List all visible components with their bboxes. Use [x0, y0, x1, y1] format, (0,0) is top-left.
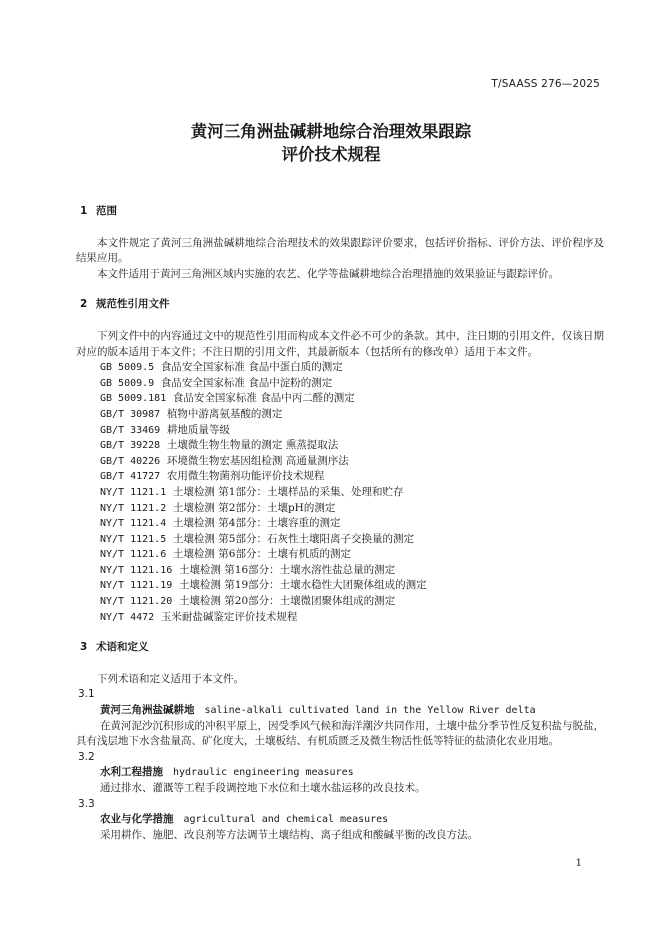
term-english: saline-alkali cultivated land in the Yellow River delta: [204, 705, 536, 717]
reference-item: [76, 485, 604, 501]
title-line-2: 评价技术规程: [281, 145, 381, 164]
reference-title: 食品安全国家标准 食品中丙二醛的测定: [172, 392, 355, 405]
reference-item: [76, 516, 604, 532]
reference-title: 土壤检测 第1部分：土壤样品的采集、处理和贮存: [172, 485, 404, 498]
document-body: [76, 204, 604, 843]
section-number: 1: [80, 205, 88, 217]
term-heading: [76, 812, 604, 828]
reference-item: [76, 594, 604, 610]
reference-title: 食品安全国家标准 食品中蛋白质的测定: [160, 361, 343, 374]
reference-item: [76, 532, 604, 548]
reference-item: [76, 547, 604, 563]
section-number: 3: [80, 641, 88, 654]
section-scope: [76, 204, 604, 282]
reference-code: NY/T 1121.1: [100, 486, 167, 498]
term-english: hydraulic engineering measures: [173, 767, 354, 779]
reference-title: 玉米耐盐碱鉴定评价技术规程: [160, 610, 298, 623]
reference-title: 土壤检测 第4部分：土壤容重的测定: [172, 517, 341, 530]
reference-code: GB/T 30987: [100, 408, 161, 420]
reference-title: 食品安全国家标准 食品中淀粉的测定: [160, 376, 333, 389]
reference-code: NY/T 1121.16: [100, 564, 173, 576]
reference-code: GB 5009.181: [100, 393, 167, 405]
reference-code: GB 5009.9: [100, 377, 155, 389]
term-number: 3.2: [78, 750, 95, 763]
reference-code: GB/T 40226: [100, 455, 161, 467]
reference-code: NY/T 1121.4: [100, 518, 167, 530]
section-title: 范围: [96, 205, 117, 217]
page-number: 1: [575, 858, 582, 869]
paragraph: 下列文件中的内容通过文中的规范性引用而构成本文件必不可少的条款。其中，注日期的引用文件，仅该日期对应的版本适用于本文件；不注日期的引用文件，其最新版本（包括所有的修改单）适用于本文件。: [76, 329, 604, 358]
reference-item: [76, 501, 604, 517]
paragraph: 本文件适用于黄河三角洲区域内实施的农艺、化学等盐碱耕地综合治理措施的效果验证与跟踪评价。: [97, 267, 559, 280]
reference-code: NY/T 1121.19: [100, 580, 173, 592]
reference-title: 植物中游离氨基酸的测定: [166, 407, 283, 420]
section-heading: [80, 640, 604, 656]
term-heading: [76, 703, 604, 719]
reference-code: NY/T 4472: [100, 611, 155, 623]
reference-code: GB 5009.5: [100, 362, 155, 374]
reference-title: 耕地质量等级: [166, 423, 230, 436]
term-number: 3.3: [78, 797, 95, 810]
reference-item: [76, 578, 604, 594]
reference-title: 土壤检测 第16部分：土壤水溶性盐总量的测定: [178, 563, 396, 576]
paragraph: 下列术语和定义适用于本文件。: [97, 672, 244, 685]
reference-item: [76, 438, 604, 454]
reference-item: [76, 469, 604, 485]
reference-code: NY/T 1121.20: [100, 596, 173, 608]
term-definition: 采用耕作、施肥、改良剂等方法调节土壤结构、离子组成和酸碱平衡的改良方法。: [100, 828, 478, 841]
reference-title: 环境微生物宏基因组检测 高通量测序法: [166, 454, 349, 467]
term-entry: [76, 687, 604, 749]
term-chinese: 水利工程措施: [100, 766, 163, 779]
reference-title: 土壤检测 第2部分：土壤pH的测定: [172, 501, 336, 514]
reference-code: GB/T 33469: [100, 424, 161, 436]
reference-title: 土壤微生物生物量的测定 熏蒸提取法: [166, 439, 339, 452]
term-number: 3.1: [78, 688, 95, 701]
section-number: 2: [80, 298, 88, 311]
reference-code: NY/T 1121.2: [100, 502, 167, 514]
term-chinese: 农业与化学措施: [100, 813, 174, 826]
section-heading: [80, 297, 604, 313]
reference-title: 土壤检测 第5部分：石灰性土壤阳离子交换量的测定: [172, 532, 414, 545]
reference-code: GB/T 39228: [100, 440, 161, 452]
title-line-1: 黄河三角洲盐碱耕地综合治理效果跟踪: [190, 122, 472, 141]
reference-title: 土壤检测 第20部分：土壤微团聚体组成的测定: [178, 595, 396, 608]
reference-item: [76, 360, 604, 376]
section-title: 规范性引用文件: [96, 298, 170, 311]
section-heading: [80, 204, 604, 220]
reference-title: 土壤检测 第6部分：土壤有机质的测定: [172, 548, 351, 561]
reference-code: GB/T 41727: [100, 471, 161, 483]
section-title: 术语和定义: [96, 641, 149, 654]
section-terms-definitions: [76, 640, 604, 843]
term-heading: [76, 765, 604, 781]
reference-item: [76, 407, 604, 423]
reference-item: [76, 391, 604, 407]
term-definition: 在黄河泥沙沉积形成的冲积平原上，因受季风气候和海洋潮汐共同作用，土壤中盐分季节性反复积盐与脱盐，具有浅层地下水含盐量高、矿化度大，土壤板结、有机质匮乏及微生物活性低等特征的盐渍化农业用地。: [76, 719, 604, 748]
paragraph: 本文件规定了黄河三角洲盐碱耕地综合治理技术的效果跟踪评价要求，包括评价指标、评价方法、评价程序及结果应用。: [76, 236, 604, 265]
reference-code: NY/T 1121.5: [100, 533, 167, 545]
reference-title: 农用微生物菌剂功能评价技术规程: [166, 470, 325, 483]
document-title: [0, 120, 662, 166]
section-normative-references: [76, 297, 604, 625]
reference-item: [76, 610, 604, 626]
term-chinese: 黄河三角洲盐碱耕地: [100, 704, 195, 717]
standard-code: T/SAASS 276—2025: [491, 78, 600, 90]
reference-item: [76, 454, 604, 470]
term-entry: [76, 750, 604, 797]
reference-title: 土壤检测 第19部分：土壤水稳性大团聚体组成的测定: [178, 579, 427, 592]
reference-item: [76, 376, 604, 392]
term-definition: 通过排水、灌溉等工程手段调控地下水位和土壤水盐运移的改良技术。: [100, 782, 426, 794]
reference-code: NY/T 1121.6: [100, 549, 167, 561]
term-english: agricultural and chemical measures: [183, 814, 389, 826]
reference-item: [76, 423, 604, 439]
term-entry: [76, 797, 604, 844]
reference-list: [76, 360, 604, 625]
reference-item: [76, 563, 604, 579]
